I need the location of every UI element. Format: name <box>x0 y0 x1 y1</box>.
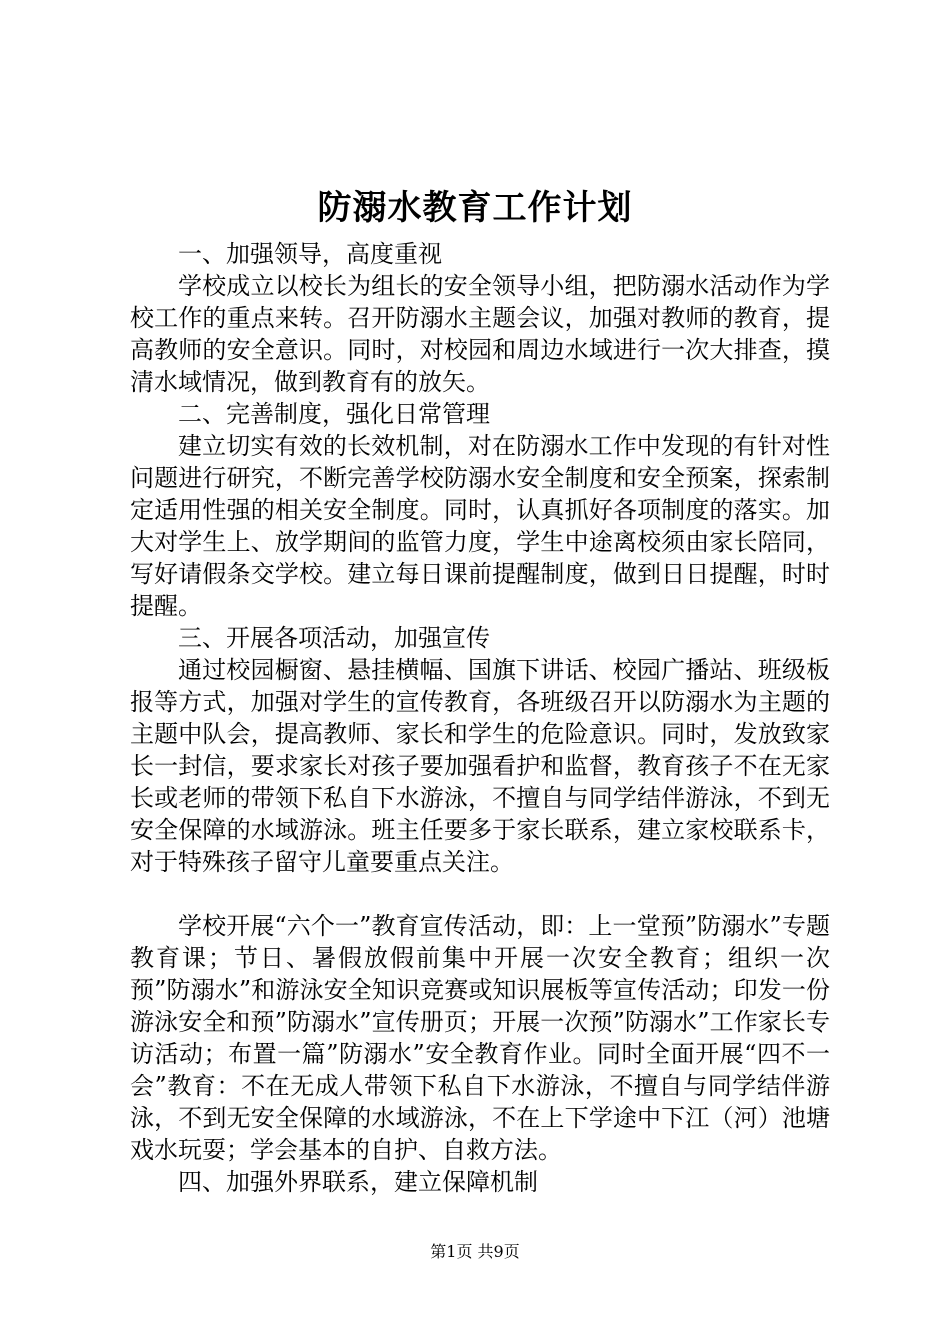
section-heading-3: 三、开展各项活动，加强宣传 <box>178 624 490 652</box>
section-heading-4: 四、加强外界联系，建立保障机制 <box>178 1168 538 1196</box>
paragraph-1: 学校成立以校长为组长的安全领导小组，把防溺水活动作为学校工作的重点来转。召开防溺水主题会议，加强对教师的教育，提高教师的安全意识。同时，对校园和周边水域进行一次大排查，摸清水域情况，做到教育有的放矢。 <box>130 272 830 396</box>
section-heading-1: 一、加强领导，高度重视 <box>178 240 442 268</box>
document-title: 防溺水教育工作计划 <box>317 188 633 228</box>
paragraph-4: 学校开展“六个一”教育宣传活动，即：上一堂预”防溺水”专题教育课；节日、暑假放假前集中开展一次安全教育；组织一次预”防溺水”和游泳安全知识竞赛或知识展板等宣传活动；印发一份游泳安全和预”防溺水”宣传册页；开展一次预”防溺水”工作家长专访活动；布置一篇”防溺水”安全教育作业。同时全面开展“四不一会”教育：不在无成人带领下私自下水游泳，不擅自与同学结伴游泳，不到无安全保障的水域游泳，不在上下学途中下江（河）池塘戏水玩耍；学会基本的自护、自救方法。 <box>130 912 830 1164</box>
paragraph-3: 通过校园橱窗、悬挂横幅、国旗下讲话、校园广播站、班级板报等方式，加强对学生的宣传教育，各班级召开以防溺水为主题的主题中队会，提高教师、家长和学生的危险意识。同时，发放致家长一封信，要求家长对孩子要加强看护和监督，教育孩子不在无家长或老师的带领下私自下水游泳，不擅自与同学结伴游泳，不到无安全保障的水域游泳。班主任要多于家长联系，建立家校联系卡，对于特殊孩子留守儿童要重点关注。 <box>130 656 830 876</box>
paragraph-2: 建立切实有效的长效机制，对在防溺水工作中发现的有针对性问题进行研究，不断完善学校防溺水安全制度和安全预案，探索制定适用性强的相关安全制度。同时，认真抓好各项制度的落实。加大对学生上、放学期间的监管力度，学生中途离校须由家长陪同，写好请假条交学校。建立每日课前提醒制度，做到日日提醒，时时提醒。 <box>130 432 830 620</box>
section-heading-2: 二、完善制度，强化日常管理 <box>178 400 490 428</box>
blank-line <box>130 878 830 910</box>
document-body <box>130 238 830 1198</box>
page-footer: 第1页 共9页 <box>430 1242 520 1261</box>
